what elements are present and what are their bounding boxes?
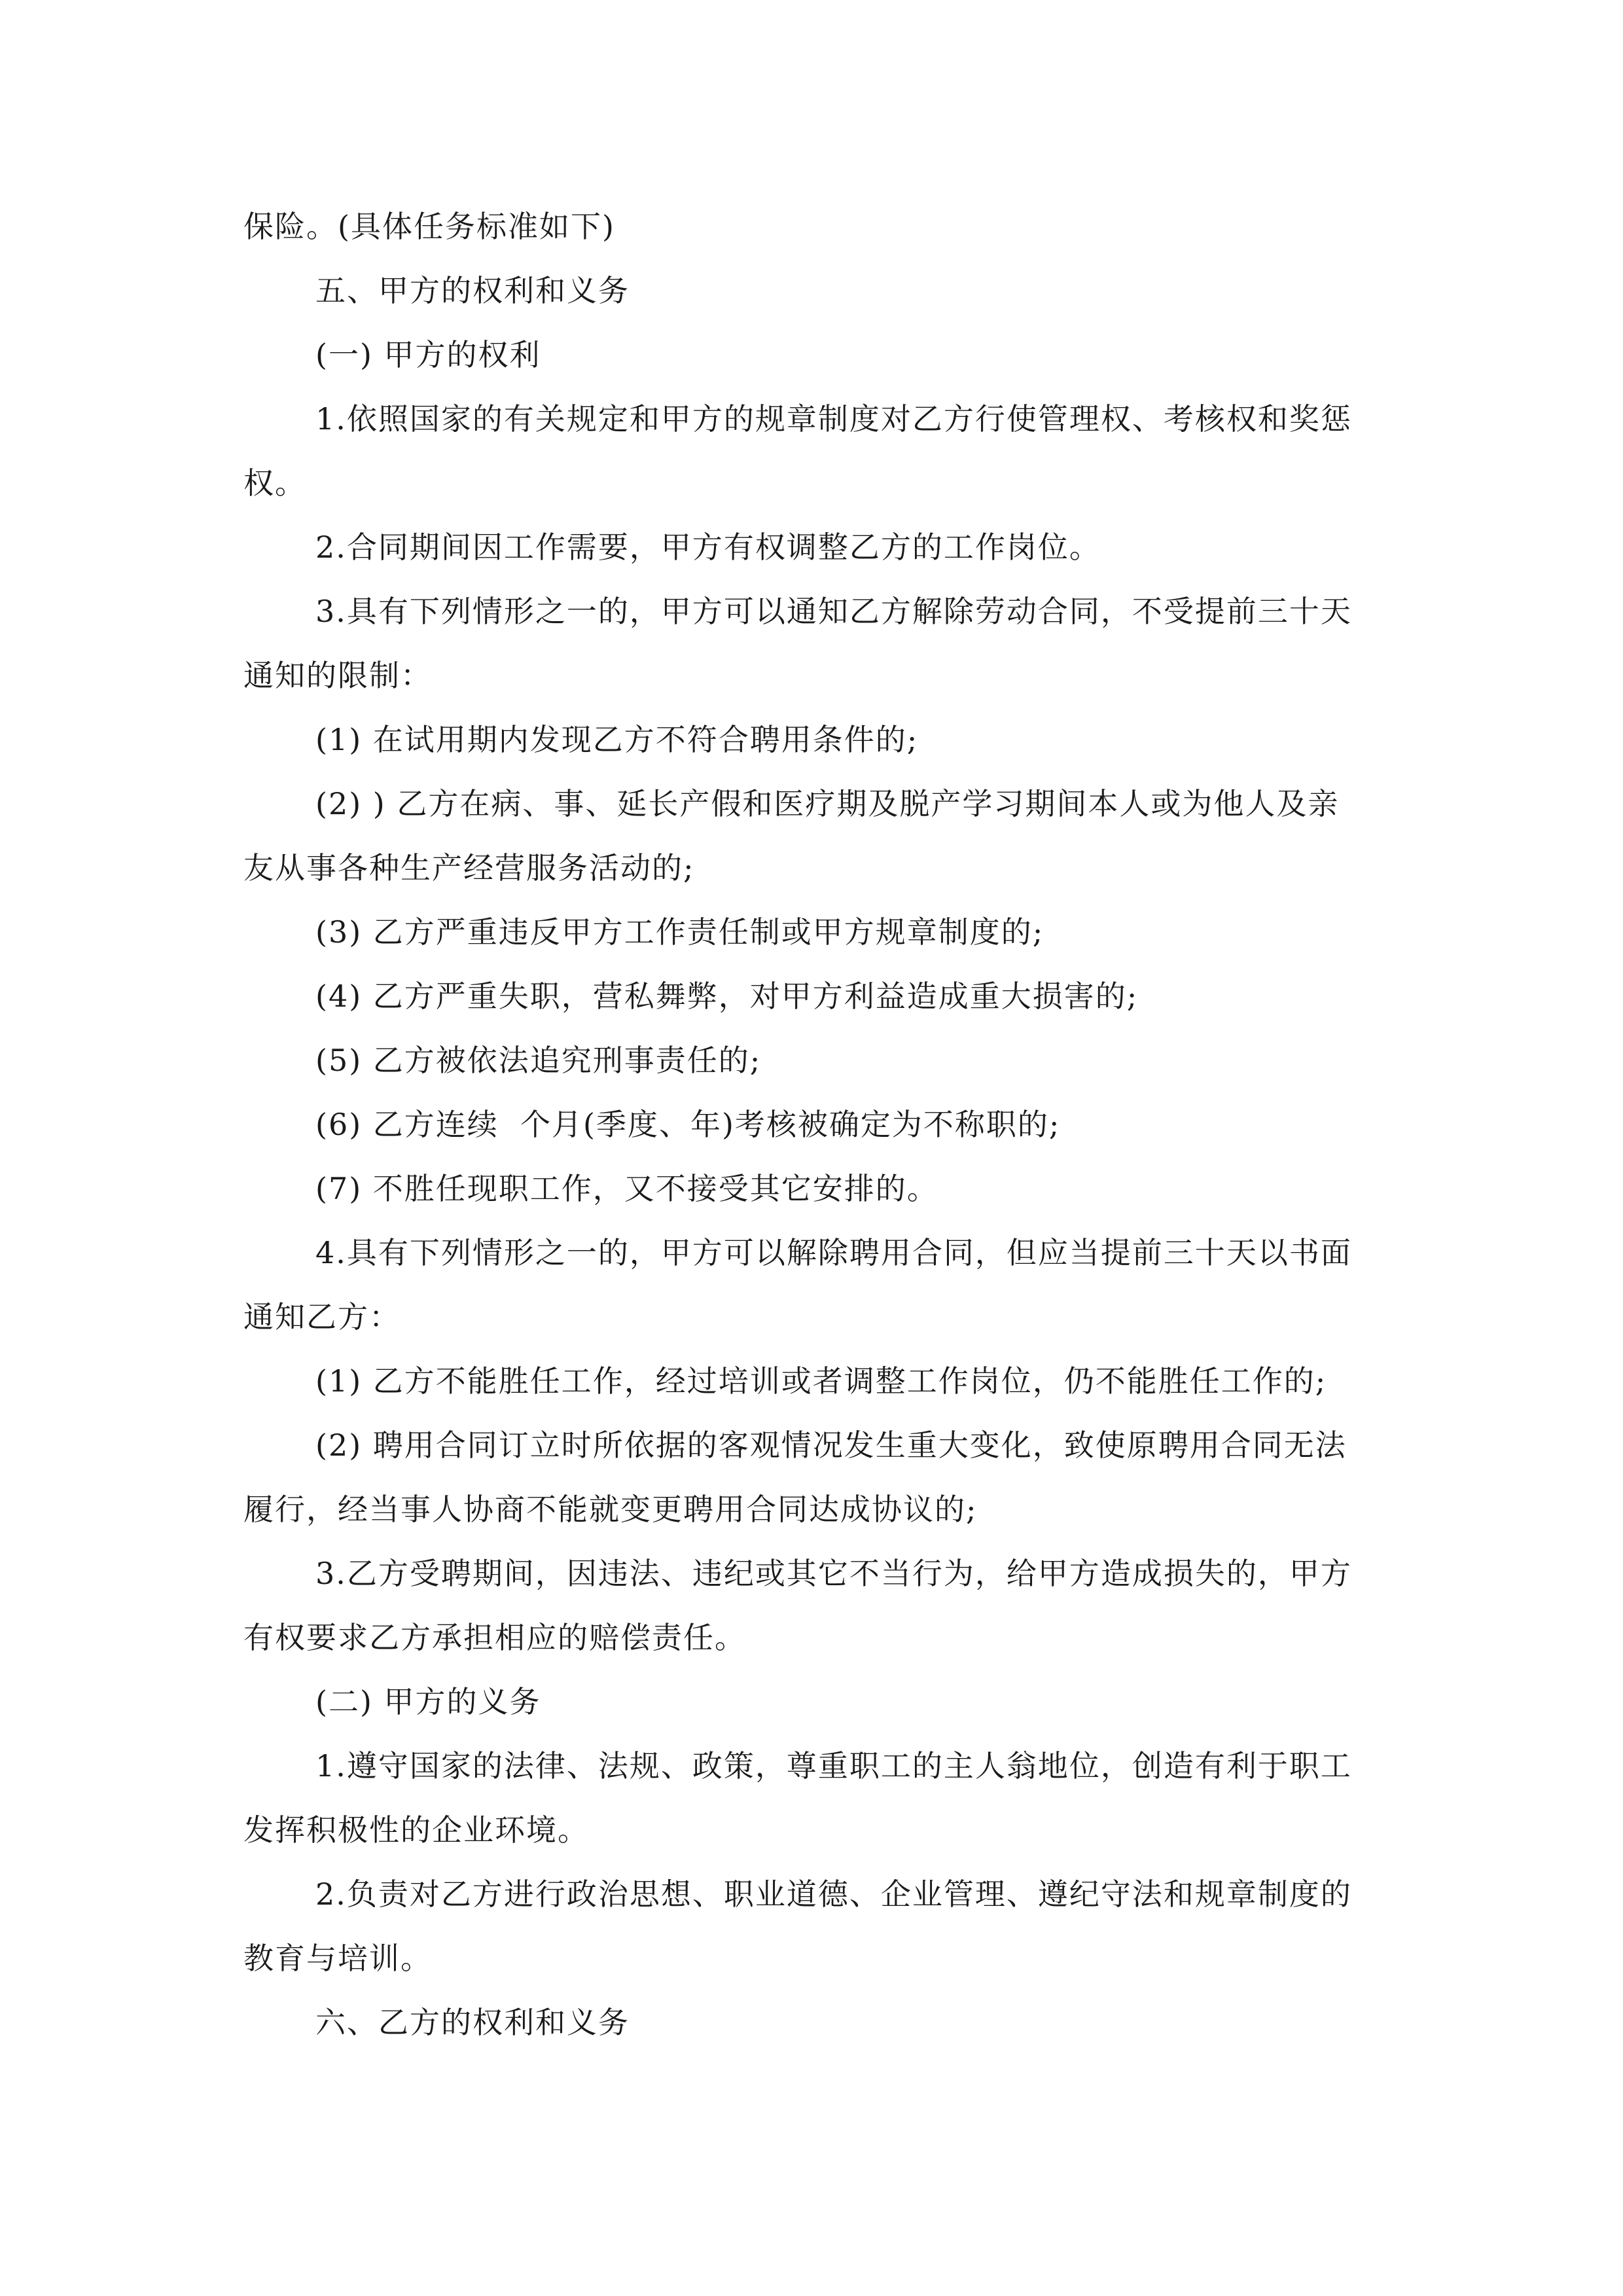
text-line: (5) 乙方被依法追究刑事责任的; [315,1043,762,1078]
text-line: 3.具有下列情形之一的，甲方可以通知乙方解除劳动合同，不受提前三十天 [315,594,1352,629]
text-line: 教育与培训。 [243,1941,432,1976]
text-line: 3.乙方受聘期间，因违法、违纪或其它不当行为，给甲方造成损失的，甲方 [315,1556,1352,1591]
text-line: 有权要求乙方承担相应的赔偿责任。 [243,1620,746,1655]
subsection-heading: (一) 甲方的权利 [315,337,541,372]
text-line: 发挥积极性的企业环境。 [243,1812,589,1848]
text-line: 2.负责对乙方进行政治思想、职业道德、企业管理、遵纪守法和规章制度的 [315,1876,1352,1912]
text-line: 通知的限制： [243,658,432,693]
text-line: 4.具有下列情形之一的，甲方可以解除聘用合同，但应当提前三十天以书面 [315,1235,1352,1270]
text-line: 保险。(具体任务标准如下) [243,209,615,244]
section-heading: 五、甲方的权利和义务 [315,273,630,308]
text-line: 履行，经当事人协商不能就变更聘用合同达成协议的; [243,1492,978,1527]
text-line: 友从事各种生产经营服务活动的; [243,850,695,886]
text-line: 1.依照国家的有关规定和甲方的规章制度对乙方行使管理权、考核权和奖惩 [315,401,1352,437]
text-line: 权。 [243,465,306,501]
text-line: 2.合同期间因工作需要，甲方有权调整乙方的工作岗位。 [315,529,1101,565]
text-line: (7) 不胜任现职工作，又不接受其它安排的。 [315,1171,938,1206]
text-line: 1.遵守国家的法律、法规、政策，尊重职工的主人翁地位，创造有利于职工 [315,1748,1352,1784]
text-line: 通知乙方： [243,1299,401,1335]
text-line: (1) 在试用期内发现乙方不符合聘用条件的; [315,722,919,757]
text-line: (6) 乙方连续 个月(季度、年)考核被确定为不称职的; [315,1107,1061,1142]
subsection-heading: (二) 甲方的义务 [315,1684,541,1719]
text-line: (2) ) 乙方在病、事、延长产假和医疗期及脱产学习期间本人或为他人及亲 [315,786,1340,821]
text-line: (1) 乙方不能胜任工作，经过培训或者调整工作岗位，仍不能胜任工作的; [315,1363,1327,1399]
text-line: (3) 乙方严重违反甲方工作责任制或甲方规章制度的; [315,914,1044,950]
text-line: (4) 乙方严重失职，营私舞弊，对甲方利益造成重大损害的; [315,978,1139,1014]
text-line: (2) 聘用合同订立时所依据的客观情况发生重大变化，致使原聘用合同无法 [315,1427,1347,1463]
section-heading: 六、乙方的权利和义务 [315,2005,630,2040]
